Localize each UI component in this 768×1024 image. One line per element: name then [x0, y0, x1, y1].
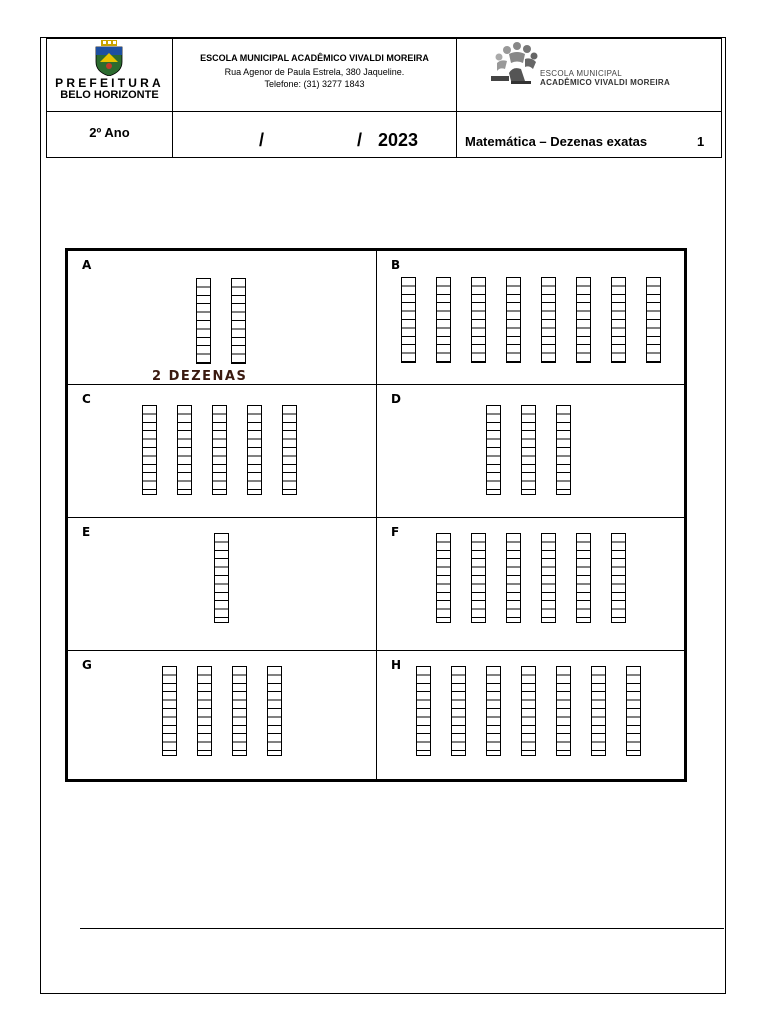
- exercise-cell-h: [376, 650, 685, 780]
- school-phone: Telefone: (31) 3277 1843: [264, 79, 365, 89]
- ten-rod: [436, 533, 451, 623]
- date-slash-1: /: [259, 130, 265, 150]
- ten-rod: [626, 666, 641, 756]
- ten-rod: [162, 666, 177, 756]
- ten-rod: [506, 277, 521, 363]
- exercise-cell-e: [67, 517, 377, 651]
- ten-rod: [282, 405, 297, 495]
- ten-rod: [451, 666, 466, 756]
- ten-rod: [401, 277, 416, 363]
- answer-line: [80, 928, 724, 929]
- grade-cell: [46, 111, 173, 158]
- city-crest-icon: [92, 40, 126, 76]
- cell-letter: F: [391, 525, 400, 539]
- cell-letter: G: [82, 658, 92, 672]
- sheet-number: 1: [697, 134, 705, 149]
- ten-rod: [576, 277, 591, 363]
- city-name-line1: PREFEITURA: [55, 76, 164, 90]
- ten-rod: [247, 405, 262, 495]
- school-logo-text-line1: ESCOLA MUNICIPAL: [540, 69, 623, 78]
- ten-rod: [267, 666, 282, 756]
- ten-rod: [142, 405, 157, 495]
- ten-rod: [541, 533, 556, 623]
- ten-rod: [521, 666, 536, 756]
- ten-rod: [506, 533, 521, 623]
- exercise-cell-b: [376, 250, 685, 385]
- ten-rod: [611, 533, 626, 623]
- ten-rod: [177, 405, 192, 495]
- school-logo-icon: [487, 41, 539, 91]
- ten-rod: [541, 277, 556, 363]
- cell-caption: 2 DEZENAS: [152, 369, 248, 384]
- school-logo-cell: [456, 38, 722, 112]
- cell-letter: D: [391, 392, 401, 406]
- ten-rod: [646, 277, 661, 363]
- date-cell[interactable]: [172, 111, 457, 158]
- ten-rod: [436, 277, 451, 363]
- ten-rod: [231, 278, 246, 364]
- ten-rod: [197, 666, 212, 756]
- tens-exercise-grid: [65, 248, 687, 782]
- ten-rod: [591, 666, 606, 756]
- cell-letter: E: [82, 525, 91, 539]
- ten-rod: [611, 277, 626, 363]
- city-logo-cell: [46, 38, 173, 112]
- grade-label: 2º Ano: [89, 125, 130, 140]
- date-slash-2: /: [357, 130, 363, 150]
- ten-rod: [416, 666, 431, 756]
- exercise-cell-d: [376, 384, 685, 518]
- ten-rod: [196, 278, 211, 364]
- ten-rod: [576, 533, 591, 623]
- school-address: Rua Agenor de Paula Estrela, 380 Jaqueline.: [224, 67, 405, 77]
- ten-rod: [556, 666, 571, 756]
- exercise-cell-f: [376, 517, 685, 651]
- date-year: 2023: [378, 130, 419, 150]
- school-name: ESCOLA MUNICIPAL ACADÊMICO VIVALDI MOREIRA: [200, 53, 429, 63]
- ten-rod: [471, 277, 486, 363]
- ten-rod: [486, 405, 501, 495]
- city-name-line2: BELO HORIZONTE: [60, 89, 159, 101]
- exercise-cell-c: [67, 384, 377, 518]
- subject-cell: [456, 111, 722, 158]
- ten-rod: [471, 533, 486, 623]
- ten-rod: [232, 666, 247, 756]
- ten-rod: [556, 405, 571, 495]
- cell-letter: C: [82, 392, 91, 406]
- exercise-cell-a: [67, 250, 377, 385]
- ten-rod: [521, 405, 536, 495]
- cell-letter: H: [391, 658, 402, 672]
- cell-letter: A: [82, 258, 92, 272]
- school-info-cell: [172, 38, 457, 112]
- cell-letter: B: [391, 258, 401, 272]
- exercise-cell-g: [67, 650, 377, 780]
- subject-title: Matemática – Dezenas exatas: [465, 134, 648, 149]
- worksheet-header: [46, 38, 722, 158]
- ten-rod: [486, 666, 501, 756]
- ten-rod: [212, 405, 227, 495]
- school-logo-text-line2: ACADÊMICO VIVALDI MOREIRA: [540, 78, 671, 87]
- ten-rod: [214, 533, 229, 623]
